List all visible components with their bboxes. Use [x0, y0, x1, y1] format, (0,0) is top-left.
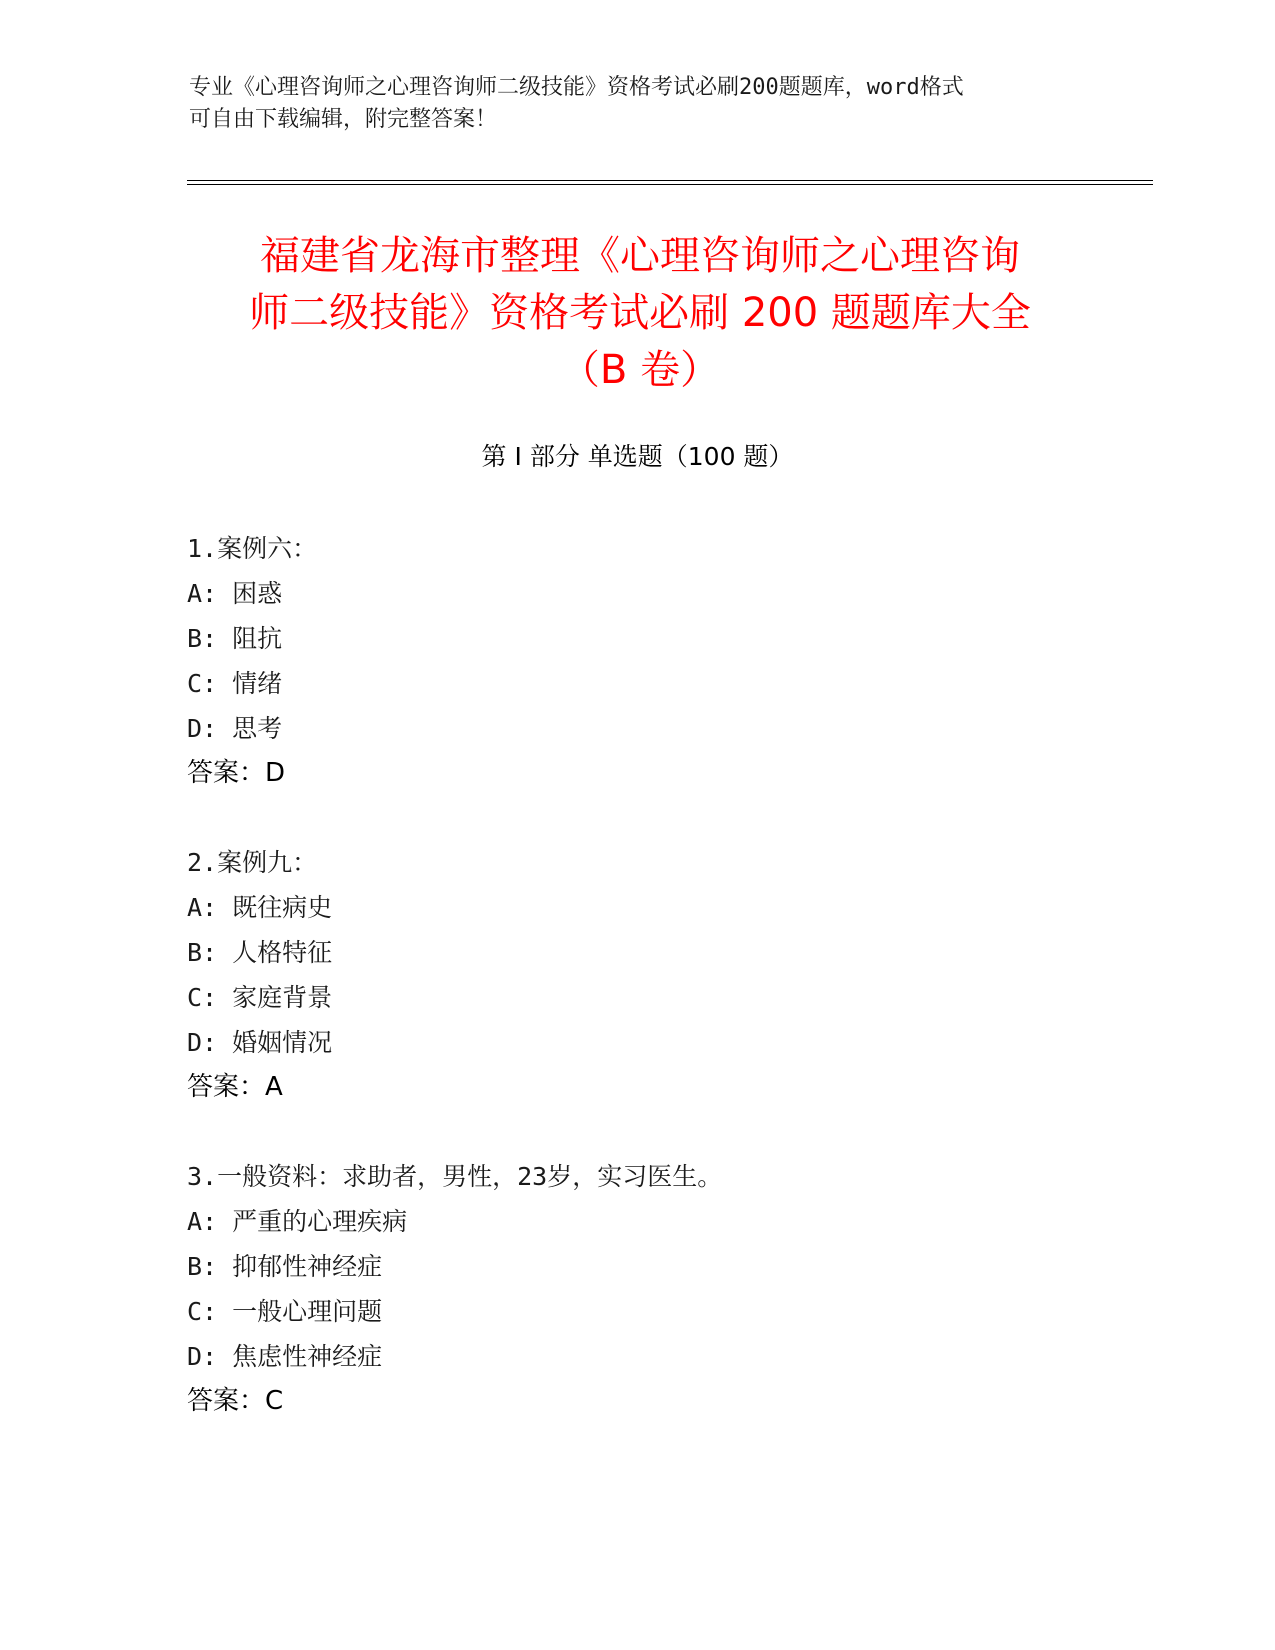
header-rule-bottom — [187, 184, 1153, 185]
section-title: 第 I 部分 单选题（100 题） — [481, 442, 794, 471]
header-note — [189, 72, 1069, 136]
option-d: D: 婚姻情况 — [187, 1028, 333, 1057]
option-a: A: 既往病史 — [187, 893, 333, 922]
question-1 — [187, 526, 1147, 796]
document-title-line-1: 福建省龙海市整理《心理咨询师之心理咨询 — [260, 233, 1020, 279]
question-stem: 3.一般资料：求助者，男性，23岁，实习医生。 — [187, 1162, 723, 1191]
option-c: C: 情绪 — [187, 669, 283, 698]
document-title-line-3: （B 卷） — [559, 347, 721, 393]
question-stem: 1.案例六： — [187, 534, 318, 563]
document-title-line-2: 师二级技能》资格考试必刷 200 题题库大全 — [249, 290, 1031, 336]
answer: 答案：C — [187, 1386, 284, 1416]
question-2 — [187, 840, 1147, 1110]
option-b: B: 阻抗 — [187, 624, 283, 653]
question-stem: 2.案例九： — [187, 848, 318, 877]
option-c: C: 一般心理问题 — [187, 1297, 383, 1326]
question-3 — [187, 1154, 1147, 1424]
option-a: A: 严重的心理疾病 — [187, 1207, 408, 1236]
answer: 答案：D — [187, 758, 286, 788]
option-b: B: 抑郁性神经症 — [187, 1252, 383, 1281]
option-c: C: 家庭背景 — [187, 983, 333, 1012]
answer: 答案：A — [187, 1072, 283, 1102]
header-note-line-2: 可自由下载编辑，附完整答案！ — [189, 107, 498, 132]
header-note-line-1: 专业《心理咨询师之心理咨询师二级技能》资格考试必刷200题题库，word格式 — [189, 75, 964, 100]
header-rule-top — [187, 180, 1153, 181]
option-d: D: 思考 — [187, 714, 283, 743]
document-title — [190, 228, 1090, 399]
option-a: A: 困惑 — [187, 579, 283, 608]
option-d: D: 焦虑性神经症 — [187, 1342, 383, 1371]
question-list — [187, 526, 1147, 1468]
option-b: B: 人格特征 — [187, 938, 333, 967]
